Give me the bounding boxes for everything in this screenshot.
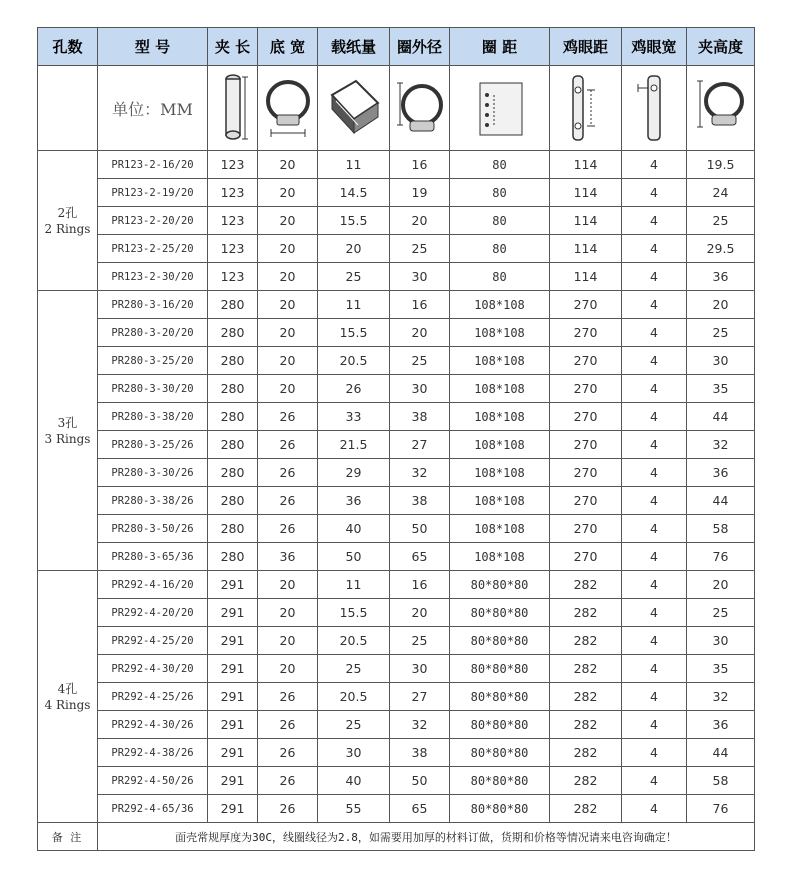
table-cell: 16 — [390, 291, 450, 319]
table-row — [38, 683, 755, 711]
model-cell: PR292-4-30/26 — [98, 711, 208, 739]
table-cell: 58 — [687, 515, 755, 543]
table-cell: 280 — [208, 375, 258, 403]
icon-row — [38, 66, 755, 151]
table-cell: 80*80*80 — [450, 627, 550, 655]
table-cell: 30 — [390, 655, 450, 683]
table-cell: 108*108 — [450, 375, 550, 403]
table-cell: 108*108 — [450, 515, 550, 543]
table-cell: 20 — [390, 599, 450, 627]
table-row — [38, 627, 755, 655]
table-cell: 26 — [258, 739, 318, 767]
model-cell: PR123-2-16/20 — [98, 151, 208, 179]
table-cell: 32 — [390, 711, 450, 739]
table-cell: 80*80*80 — [450, 795, 550, 823]
table-cell: 4 — [622, 711, 687, 739]
table-cell: 80 — [450, 235, 550, 263]
table-cell: 20 — [258, 599, 318, 627]
table-cell: 19 — [390, 179, 450, 207]
table-cell: 80*80*80 — [450, 599, 550, 627]
model-cell: PR280-3-25/26 — [98, 431, 208, 459]
table-cell: 270 — [550, 431, 622, 459]
table-cell: 11 — [318, 291, 390, 319]
table-cell: 20 — [258, 655, 318, 683]
table-cell: 15.5 — [318, 599, 390, 627]
table-cell: 20 — [258, 571, 318, 599]
table-cell: 36 — [687, 263, 755, 291]
table-cell: 20 — [258, 319, 318, 347]
table-cell: 4 — [622, 571, 687, 599]
table-cell: 36 — [687, 711, 755, 739]
table-cell: 32 — [687, 683, 755, 711]
table-cell: 282 — [550, 599, 622, 627]
binder-length-icon — [208, 66, 258, 151]
table-cell: 80*80*80 — [450, 655, 550, 683]
table-cell: 20 — [390, 319, 450, 347]
ring-base-width-icon — [258, 66, 318, 151]
table-cell: 80 — [450, 151, 550, 179]
table-cell: 114 — [550, 151, 622, 179]
model-cell: PR292-4-65/36 — [98, 795, 208, 823]
table-cell: 65 — [390, 543, 450, 571]
table-row — [38, 179, 755, 207]
table-cell: 27 — [390, 683, 450, 711]
table-cell: 282 — [550, 683, 622, 711]
table-cell: 114 — [550, 263, 622, 291]
column-header: 圈外径 — [390, 28, 450, 66]
ring-count-en: 2 Rings — [44, 221, 91, 236]
table-cell: 4 — [622, 739, 687, 767]
table-cell: 123 — [208, 179, 258, 207]
table-cell: 38 — [390, 487, 450, 515]
header-row — [38, 28, 755, 66]
table-cell: 30 — [318, 739, 390, 767]
table-cell: 280 — [208, 347, 258, 375]
ring-outer-diameter-icon — [390, 66, 450, 151]
model-cell: PR280-3-65/36 — [98, 543, 208, 571]
model-cell: PR280-3-20/20 — [98, 319, 208, 347]
table-cell: 108*108 — [450, 347, 550, 375]
table-cell: 36 — [258, 543, 318, 571]
table-row — [38, 403, 755, 431]
model-cell: PR280-3-50/26 — [98, 515, 208, 543]
table-row — [38, 571, 755, 599]
table-cell: 4 — [622, 655, 687, 683]
table-cell: 20 — [258, 627, 318, 655]
table-cell: 27 — [390, 431, 450, 459]
table-cell: 291 — [208, 767, 258, 795]
table-cell: 280 — [208, 319, 258, 347]
table-cell: 20 — [258, 291, 318, 319]
table-cell: 44 — [687, 739, 755, 767]
table-cell: 80 — [450, 207, 550, 235]
table-cell: 4 — [622, 515, 687, 543]
table-cell: 80*80*80 — [450, 739, 550, 767]
table-cell: 4 — [622, 151, 687, 179]
table-cell: 291 — [208, 627, 258, 655]
table-cell: 108*108 — [450, 459, 550, 487]
table-cell: 35 — [687, 655, 755, 683]
table-cell: 33 — [318, 403, 390, 431]
table-cell: 20 — [258, 151, 318, 179]
table-cell: 4 — [622, 263, 687, 291]
table-row — [38, 431, 755, 459]
model-cell: PR292-4-16/20 — [98, 571, 208, 599]
table-cell: 291 — [208, 795, 258, 823]
table-cell: 25 — [390, 347, 450, 375]
table-cell: 20 — [258, 375, 318, 403]
table-cell: 4 — [622, 179, 687, 207]
table-cell: 108*108 — [450, 291, 550, 319]
binder-height-icon — [687, 66, 755, 151]
table-cell: 270 — [550, 515, 622, 543]
table-cell: 80 — [450, 179, 550, 207]
table-cell: 4 — [622, 207, 687, 235]
table-cell: 25 — [318, 711, 390, 739]
table-cell: 26 — [258, 459, 318, 487]
table-cell: 20 — [258, 347, 318, 375]
table-cell: 76 — [687, 795, 755, 823]
table-cell: 4 — [622, 487, 687, 515]
model-cell: PR123-2-20/20 — [98, 207, 208, 235]
table-cell: 4 — [622, 431, 687, 459]
table-cell: 280 — [208, 543, 258, 571]
table-cell: 20 — [258, 207, 318, 235]
table-row — [38, 543, 755, 571]
table-row — [38, 599, 755, 627]
eyelet-width-icon — [622, 66, 687, 151]
table-cell: 4 — [622, 291, 687, 319]
table-cell: 291 — [208, 571, 258, 599]
table-cell: 114 — [550, 207, 622, 235]
table-cell: 25 — [687, 319, 755, 347]
table-cell: 26 — [258, 487, 318, 515]
table-row — [38, 655, 755, 683]
table-cell: 80 — [450, 263, 550, 291]
table-row — [38, 459, 755, 487]
model-cell: PR280-3-30/20 — [98, 375, 208, 403]
ring-count-cell — [38, 571, 98, 823]
table-row — [38, 207, 755, 235]
table-cell: 25 — [390, 235, 450, 263]
model-cell: PR123-2-19/20 — [98, 179, 208, 207]
table-cell: 270 — [550, 319, 622, 347]
table-row — [38, 487, 755, 515]
table-cell: 25 — [318, 655, 390, 683]
table-cell: 280 — [208, 459, 258, 487]
column-header: 型 号 — [98, 28, 208, 66]
ring-count-cell — [38, 151, 98, 291]
column-header: 载纸量 — [318, 28, 390, 66]
table-cell: 29 — [318, 459, 390, 487]
table-cell: 40 — [318, 767, 390, 795]
table-cell: 291 — [208, 711, 258, 739]
model-cell: PR123-2-30/20 — [98, 263, 208, 291]
table-cell: 26 — [258, 515, 318, 543]
table-cell: 108*108 — [450, 431, 550, 459]
table-cell: 282 — [550, 655, 622, 683]
table-cell: 11 — [318, 571, 390, 599]
table-cell: 4 — [622, 375, 687, 403]
table-cell: 280 — [208, 515, 258, 543]
table-cell: 20 — [258, 235, 318, 263]
table-cell: 80*80*80 — [450, 683, 550, 711]
table-cell: 4 — [622, 403, 687, 431]
table-cell: 270 — [550, 459, 622, 487]
table-cell: 108*108 — [450, 487, 550, 515]
unit-label: 单位：MM — [98, 66, 208, 151]
table-cell: 4 — [622, 235, 687, 263]
table-cell: 14.5 — [318, 179, 390, 207]
table-cell: 280 — [208, 291, 258, 319]
model-cell: PR292-4-25/20 — [98, 627, 208, 655]
table-cell: 50 — [390, 767, 450, 795]
table-cell: 80*80*80 — [450, 571, 550, 599]
table-cell: 4 — [622, 543, 687, 571]
table-cell: 270 — [550, 375, 622, 403]
table-cell: 38 — [390, 739, 450, 767]
table-cell: 270 — [550, 347, 622, 375]
table-cell: 25 — [390, 627, 450, 655]
model-cell: PR280-3-30/26 — [98, 459, 208, 487]
table-cell: 38 — [390, 403, 450, 431]
table-cell: 40 — [318, 515, 390, 543]
table-cell: 108*108 — [450, 319, 550, 347]
table-cell: 35 — [687, 375, 755, 403]
table-cell: 11 — [318, 151, 390, 179]
table-cell: 55 — [318, 795, 390, 823]
table-row — [38, 263, 755, 291]
model-cell: PR292-4-50/26 — [98, 767, 208, 795]
table-cell: 4 — [622, 683, 687, 711]
model-cell: PR292-4-20/20 — [98, 599, 208, 627]
table-cell: 30 — [390, 263, 450, 291]
table-cell: 16 — [390, 151, 450, 179]
ring-count-cell — [38, 291, 98, 571]
table-row — [38, 151, 755, 179]
table-cell: 19.5 — [687, 151, 755, 179]
table-cell: 282 — [550, 711, 622, 739]
table-cell: 25 — [687, 207, 755, 235]
table-cell: 26 — [258, 683, 318, 711]
table-cell: 4 — [622, 347, 687, 375]
column-header: 夹高度 — [687, 28, 755, 66]
table-cell: 282 — [550, 767, 622, 795]
table-cell: 291 — [208, 655, 258, 683]
column-header: 孔数 — [38, 28, 98, 66]
table-cell: 26 — [258, 431, 318, 459]
table-cell: 280 — [208, 487, 258, 515]
table-cell: 15.5 — [318, 319, 390, 347]
model-cell: PR292-4-30/20 — [98, 655, 208, 683]
table-cell: 20 — [687, 291, 755, 319]
model-cell: PR292-4-38/26 — [98, 739, 208, 767]
table-cell: 270 — [550, 487, 622, 515]
table-cell: 26 — [258, 795, 318, 823]
table-cell: 108*108 — [450, 543, 550, 571]
table-cell: 80*80*80 — [450, 767, 550, 795]
table-cell: 123 — [208, 151, 258, 179]
table-cell: 25 — [687, 599, 755, 627]
table-row — [38, 235, 755, 263]
model-cell: PR280-3-38/20 — [98, 403, 208, 431]
table-cell: 26 — [318, 375, 390, 403]
table-cell: 4 — [622, 627, 687, 655]
table-cell: 15.5 — [318, 207, 390, 235]
table-cell: 280 — [208, 431, 258, 459]
eyelet-distance-icon — [550, 66, 622, 151]
table-cell: 32 — [687, 431, 755, 459]
table-cell: 30 — [687, 627, 755, 655]
table-cell: 36 — [687, 459, 755, 487]
table-cell: 21.5 — [318, 431, 390, 459]
table-cell: 36 — [318, 487, 390, 515]
table-cell: 291 — [208, 683, 258, 711]
ring-count-cn: 3孔 — [57, 415, 78, 430]
ring-spacing-icon — [450, 66, 550, 151]
note-row — [38, 823, 755, 851]
table-cell: 26 — [258, 403, 318, 431]
model-cell: PR280-3-16/20 — [98, 291, 208, 319]
table-row — [38, 739, 755, 767]
table-cell: 114 — [550, 179, 622, 207]
note-text: 面壳常规厚度为30C，线圈线径为2.8，如需要用加厚的材料订做，货期和价格等情况请来电咨询确定！ — [98, 823, 755, 851]
table-cell: 44 — [687, 487, 755, 515]
table-cell: 20 — [318, 235, 390, 263]
table-row — [38, 795, 755, 823]
table-cell: 24 — [687, 179, 755, 207]
table-cell: 108*108 — [450, 403, 550, 431]
table-cell: 270 — [550, 291, 622, 319]
model-cell: PR280-3-38/26 — [98, 487, 208, 515]
table-cell: 26 — [258, 767, 318, 795]
column-header: 鸡眼宽 — [622, 28, 687, 66]
model-cell: PR280-3-25/20 — [98, 347, 208, 375]
table-row — [38, 711, 755, 739]
table-cell: 280 — [208, 403, 258, 431]
ring-count-cn: 4孔 — [57, 681, 78, 696]
table-cell: 80*80*80 — [450, 711, 550, 739]
table-cell: 50 — [390, 515, 450, 543]
table-cell: 20.5 — [318, 347, 390, 375]
table-cell: 20.5 — [318, 627, 390, 655]
table-row — [38, 767, 755, 795]
table-cell: 270 — [550, 543, 622, 571]
table-cell: 123 — [208, 235, 258, 263]
table-row — [38, 515, 755, 543]
table-cell: 20 — [687, 571, 755, 599]
table-cell: 4 — [622, 599, 687, 627]
table-cell: 29.5 — [687, 235, 755, 263]
table-cell: 123 — [208, 207, 258, 235]
table-cell: 20 — [258, 179, 318, 207]
table-cell: 282 — [550, 627, 622, 655]
table-cell: 4 — [622, 795, 687, 823]
ring-count-cn: 2孔 — [57, 205, 78, 220]
table-cell: 123 — [208, 263, 258, 291]
model-cell: PR123-2-25/20 — [98, 235, 208, 263]
table-cell: 58 — [687, 767, 755, 795]
table-cell: 50 — [318, 543, 390, 571]
table-cell: 4 — [622, 319, 687, 347]
table-cell: 32 — [390, 459, 450, 487]
table-cell: 20 — [390, 207, 450, 235]
table-cell: 4 — [622, 459, 687, 487]
model-cell: PR292-4-25/26 — [98, 683, 208, 711]
table-cell: 291 — [208, 599, 258, 627]
table-row — [38, 375, 755, 403]
table-row — [38, 291, 755, 319]
table-cell: 30 — [390, 375, 450, 403]
column-header: 鸡眼距 — [550, 28, 622, 66]
table-cell: 291 — [208, 739, 258, 767]
table-cell: 114 — [550, 235, 622, 263]
spec-table — [37, 27, 755, 851]
column-header: 底 宽 — [258, 28, 318, 66]
table-cell: 16 — [390, 571, 450, 599]
column-header: 圈 距 — [450, 28, 550, 66]
table-cell: 282 — [550, 571, 622, 599]
table-cell: 270 — [550, 403, 622, 431]
icon-row-blank — [38, 66, 98, 151]
table-cell: 282 — [550, 739, 622, 767]
table-cell: 25 — [318, 263, 390, 291]
ring-count-en: 3 Rings — [44, 431, 91, 446]
table-cell: 4 — [622, 767, 687, 795]
ring-count-en: 4 Rings — [44, 697, 91, 712]
column-header: 夹 长 — [208, 28, 258, 66]
table-cell: 44 — [687, 403, 755, 431]
table-row — [38, 319, 755, 347]
table-cell: 76 — [687, 543, 755, 571]
table-cell: 26 — [258, 711, 318, 739]
note-label: 备 注 — [38, 823, 98, 851]
table-cell: 30 — [687, 347, 755, 375]
table-cell: 20 — [258, 263, 318, 291]
table-row — [38, 347, 755, 375]
table-cell: 282 — [550, 795, 622, 823]
table-cell: 20.5 — [318, 683, 390, 711]
table-cell: 65 — [390, 795, 450, 823]
paper-capacity-icon — [318, 66, 390, 151]
